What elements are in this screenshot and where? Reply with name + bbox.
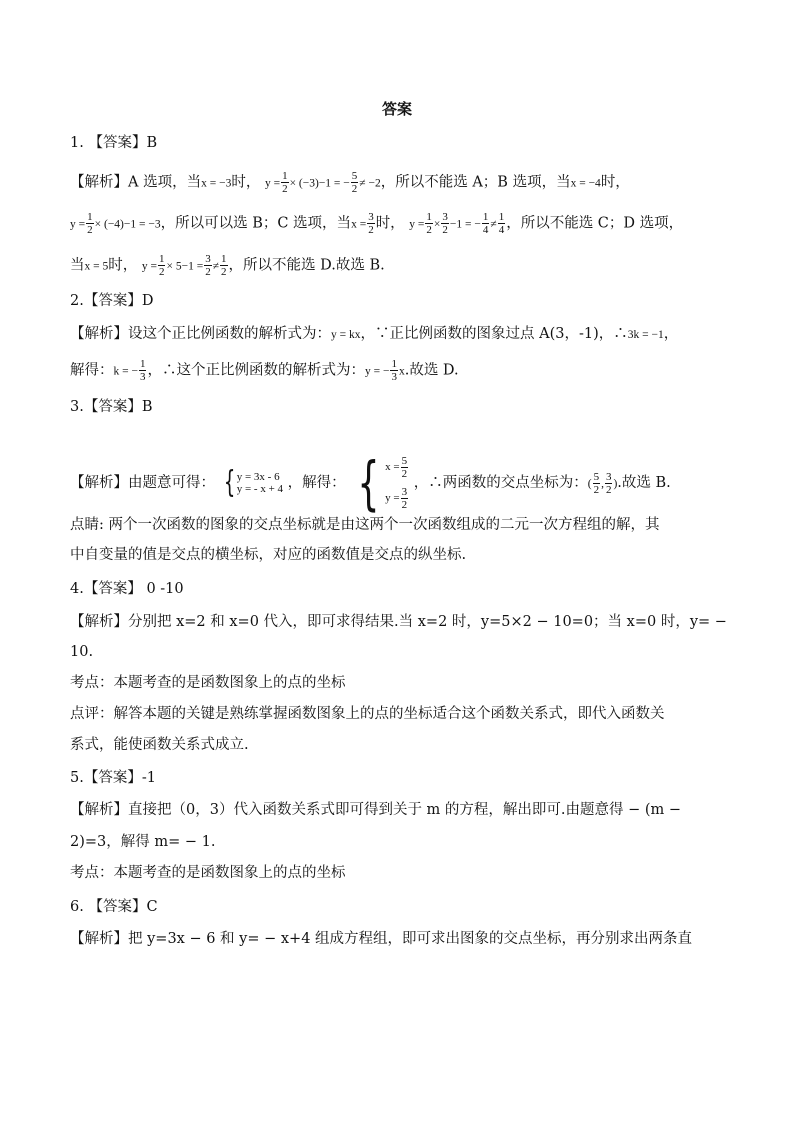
q1-math: × [433, 218, 441, 231]
q3-text: 由题意可得： [128, 475, 215, 491]
q1-math: y = [70, 218, 86, 231]
q2-text: 设这个正比例函数的解析式为： [128, 326, 331, 342]
q1-math: y = [141, 260, 157, 273]
q1-text: 时， [600, 174, 630, 191]
q6-analysis-line-1: 【解析】把 y=3x − 6 和 y= − x+4 组成方程组，即可求出图象的交点坐标，再分别求出两条直 [70, 931, 693, 947]
q1-math: ≠ [490, 218, 497, 231]
q1-math: x = 5 [84, 260, 109, 273]
q2-text: ， [663, 326, 679, 342]
fraction: $\frac{5}{2}$ [593, 470, 600, 496]
fraction: $\frac{1}{2}$ [158, 253, 165, 278]
q3-text: ，解得： [287, 475, 346, 491]
q2-math: y = − [364, 365, 390, 378]
fraction: $\frac{1}{4}$ [498, 211, 505, 236]
fraction: $\frac{3}{2}$ [205, 253, 211, 278]
q3-math: , [601, 478, 604, 490]
q2-math: k = − [113, 365, 138, 378]
fraction: $\frac{3}{2}$ [442, 211, 448, 236]
q1-math: ≠ −2 [359, 177, 381, 190]
q1-answer: 1. 【答案】B [70, 135, 158, 151]
equation-system: { y = 3x - 6 y = - x + 4 [223, 465, 284, 500]
q3-math: ) [613, 478, 618, 490]
q3-answer: 3.【答案】B [70, 399, 153, 415]
q2-analysis-line-1 [70, 323, 728, 346]
q1-analysis-line-3 [70, 253, 728, 278]
q1-text: 时， [108, 257, 138, 274]
q1-analysis-line-2 [70, 211, 728, 236]
fraction: $\frac{1}{2}$ [282, 170, 288, 195]
q1-tag: 【解析】 [70, 174, 128, 191]
fraction: $\frac{1}{3}$ [139, 358, 146, 383]
q3-text: .故选 B. [617, 475, 671, 491]
q2-answer: 2.【答案】D [70, 293, 154, 309]
fraction: $\frac{1}{2}$ [87, 211, 93, 236]
q3-math: ( [587, 478, 592, 490]
q1-math: −1 = − [449, 218, 481, 231]
q1-text: ，所以不能选 C；D 选项， [506, 215, 684, 232]
q4-analysis-line-2: 10. [70, 644, 94, 660]
fraction: $\frac{1}{2}$ [221, 253, 227, 278]
q3-note-line-1: 点睛: 两个一次函数的图象的交点坐标就是由这两个一次函数组成的二元一次方程组的解，其 [70, 517, 660, 533]
brace: { [357, 449, 380, 517]
q1-math: × (−3)−1 = − [289, 177, 350, 190]
fraction: $\frac{3}{2}$ [605, 470, 612, 496]
fraction: $\frac{1}{2}$ [426, 211, 432, 236]
q3-tag: 【解析】 [70, 475, 128, 491]
fraction: $\frac{5}{2}$ [351, 170, 358, 195]
q1-math: y = [264, 177, 281, 190]
q2-math: x [398, 365, 405, 378]
q1-math: × (−4)−1 = −3 [94, 218, 161, 231]
q1-math: ≠ [212, 260, 220, 273]
q6-answer: 6. 【答案】C [70, 899, 158, 915]
q1-math: y = [409, 218, 425, 231]
q2-text: .故选 D. [404, 362, 459, 379]
q4-topic: 考点：本题考查的是函数图象上的点的坐标 [70, 675, 346, 691]
q5-topic: 考点：本题考查的是函数图象上的点的坐标 [70, 865, 346, 881]
q1-math: x = −4 [570, 177, 601, 190]
brace: { [223, 465, 235, 500]
q3-text: ，∴两函数的交点坐标为： [413, 475, 588, 491]
q1-math: × 5−1 = [166, 260, 204, 273]
q2-tag: 【解析】 [70, 326, 128, 342]
q1-math: x = −3 [201, 177, 232, 190]
fraction: $\frac{1}{4}$ [482, 211, 489, 236]
q3-analysis-line [70, 449, 728, 517]
q2-analysis-line-2 [70, 358, 728, 383]
q1-text: 当 [70, 257, 85, 274]
q2-math: y = kx [331, 329, 361, 341]
q4-answer: 4.【答案】 0 -10 [70, 581, 184, 597]
solution-system: { x = $\frac{5}{2}$ y = $\frac{3}{2}$ [357, 449, 408, 517]
q5-analysis-line-2: 2)=3，解得 m= − 1. [70, 834, 216, 850]
q1-text: ，所以不能选 A；B 选项，当 [380, 174, 571, 191]
q5-analysis-line-1: 【解析】直接把（0，3）代入函数关系式即可得到关于 m 的方程，解出即可.由题意得 − (m − [70, 802, 682, 818]
q1-math: x = [351, 218, 367, 231]
q2-text: ，∵正比例函数的图象过点 A(3，-1)，∴ [360, 326, 628, 342]
q2-text: 解得： [70, 362, 114, 379]
fraction: $\frac{1}{3}$ [391, 358, 397, 383]
q4-comment-line-1: 点评：解答本题的关键是熟练掌握函数图象上的点的坐标适合这个函数关系式，即代入函数关 [70, 706, 665, 722]
q4-comment-line-2: 系式，能使函数关系式成立. [70, 737, 249, 753]
q1-text: ，所以可以选 B；C 选项，当 [160, 215, 352, 232]
fraction: $\frac{3}{2}$ [368, 211, 374, 236]
q5-answer: 5.【答案】-1 [70, 770, 156, 786]
q1-text: ，所以不能选 D.故选 B. [228, 257, 385, 274]
q1-text: 时， [231, 174, 261, 191]
q1-text: 时， [375, 215, 405, 232]
page-title: 答案 [381, 100, 412, 118]
q2-text: ，∴这个正比例函数的解析式为： [147, 362, 365, 379]
q1-analysis-line-1 [70, 170, 728, 195]
q1-text: A 选项，当 [128, 174, 202, 191]
q2-math: 3k = −1 [627, 329, 664, 341]
q4-analysis-line-1: 【解析】分别把 x=2 和 x=0 代入，即可求得结果.当 x=2 时，y=5×2 − 10=0；当 x=0 时，y= − [70, 614, 727, 630]
q3-note-line-2: 中自变量的值是交点的横坐标，对应的函数值是交点的纵坐标. [70, 547, 467, 563]
